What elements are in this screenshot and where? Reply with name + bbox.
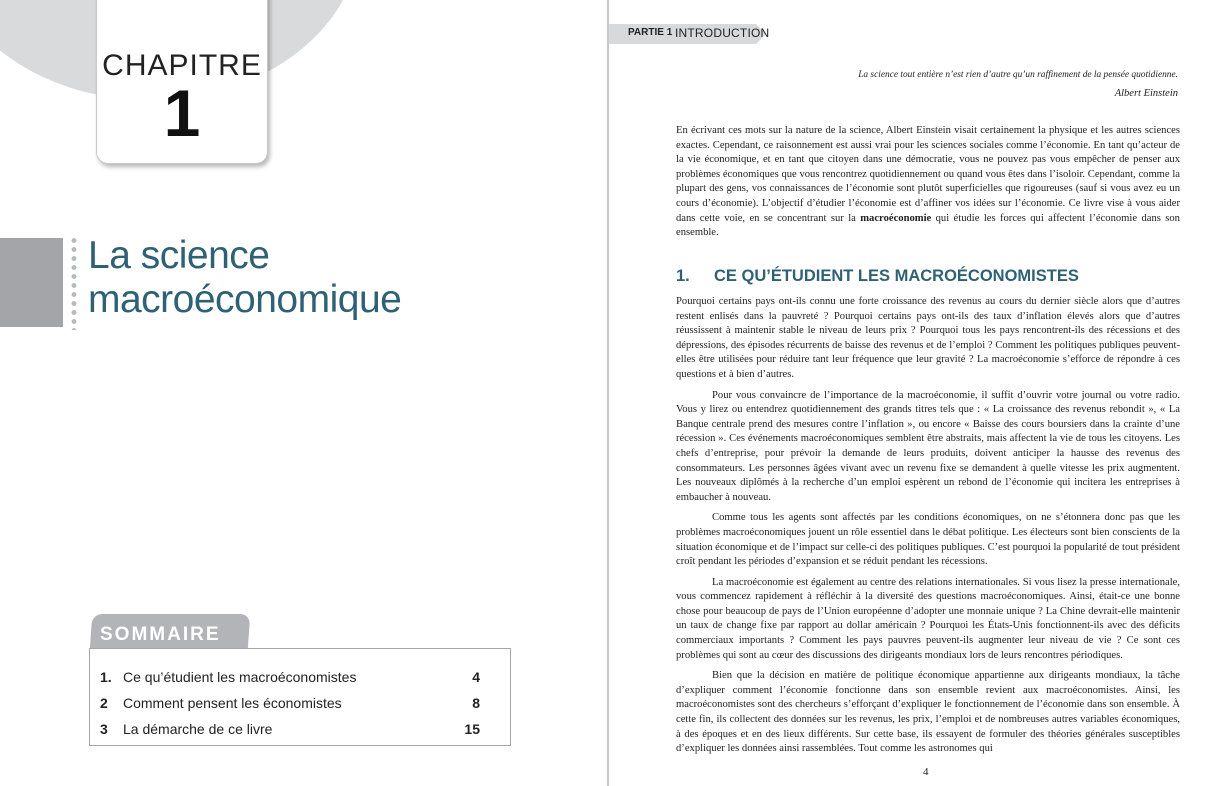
summary-item-number: 2 (100, 695, 108, 711)
epigraph-author: Albert Einstein (1114, 88, 1178, 99)
section-body (676, 295, 1180, 763)
body-paragraph: Bien que la décision en matière de politique économique appartienne aux dirigeants mondiaux, la tâche d’expliquer comment l’économie fonctionne dans son ensemble revient aux macroéconomistes. Ainsi, les macroéconomistes sont des chercheurs s’efforçant d’expliquer le fonctionnement de l’économie dans son ensemble. À cette fin, ils collectent des données sur les revenus, les prix, l’emploi et de nombreuses autres variables économiques, à des époques et en des lieux différents. Sur cette base, ils essayent de formuler des théories générales susceptibles d’expliquer les données ainsi rassemblées. Tout comme les astronomes qui (676, 670, 1180, 755)
running-header-section: INTRODUCTION (675, 26, 770, 40)
summary-item[interactable] (100, 669, 480, 689)
body-paragraph: Pour vous convaincre de l’importance de la macroéconomie, il suffit d’ouvrir votre journal ou votre radio. Vous y lirez ou entendrez quotidiennement des grands titres tels que : « La croissance des revenus rebondit », « La Banque centrale prend des mesures contre l’inflation », ou encore « Baisse des cours boursiers dans la crainte d’une récession ». Ces événements macroéconomiques semblent être abstraits, mais affectent la vie de tous les citoyens. Les chefs d’entreprise, pour prévoir la demande de leurs produits, doivent anticiper la hausse des revenus des consommateurs. Les personnes âgées vivant avec un revenu fixe se demandent à quelle vitesse les prix augmentent. Les nouveaux diplômés à la recherche d’un emploi espèrent un rebond de l’économie qui incitera les entreprises à embaucher à nouveau. (676, 389, 1180, 503)
title-accent-block (0, 238, 63, 327)
chapter-title-line: macroéconomique (88, 278, 402, 321)
body-paragraph: Comme tous les agents sont affectés par les conditions économiques, on ne s’étonnera donc pas que les problèmes macroéconomiques jouent un rôle essentiel dans le débat politique. Les électeurs sont bien conscients de la situation économique et de l’impact sur celle-ci des politiques publiques. C’est pourquoi la popularité de tout président croît pendant les périodes d’expansion et se réduit pendant les récessions. (676, 512, 1180, 568)
chapter-number: 1 (163, 76, 201, 150)
section-number: 1. (676, 267, 690, 285)
running-header-part: PARTIE 1 (628, 27, 673, 38)
chapter-tab (96, 0, 268, 164)
chapter-title (88, 234, 401, 322)
page-number: 4 (923, 766, 929, 778)
title-dots (70, 236, 78, 330)
epigraph-quote: La science tout entière n’est rien d’autre qu’un raffinement de la pensée quotidienne. (858, 70, 1178, 80)
intro-paragraph (676, 124, 1180, 247)
intro-text: En écrivant ces mots sur la nature de la science, Albert Einstein visait certainement la physique et les autres sciences exactes. Cependant, ce raisonnement est aussi vrai pour les sciences sociales comme l’économie. En tant qu’acteur de la vie économique, et en tant que citoyen dans une démocratie, vous ne pouvez pas vous empêcher de penser aux problèmes économiques que vous rencontrez quotidiennement ou quand vous êtes dans l’isoloir. Cependant, comme la plupart des gens, vos connaissances de l’économie sont plutôt superficielles que rigoureuses (sauf si vous avez eu un cours d’économie). L’objectif d’étudier l’économie est d’affiner vos idées sur l’économie. Ce livre vise à vous aider dans cette voie, en se concentrant sur la (676, 125, 1180, 224)
summary-item[interactable] (100, 695, 480, 715)
body-paragraph: La macroéconomie est également au centre des relations internationales. Si vous lisez la presse internationale, vous commencez rapidement à réfléchir à la diversité des questions macroéconomiques. Ainsi, était-ce une bonne chose pour beaucoup de pays de l’Union européenne d’adopter une monnaie unique ? La Chine devrait-elle maintenir un taux de change fixe par rapport au dollar américain ? Pourquoi les États-Unis fonctionnent-ils avec des déficits commerciaux importants ? Comment les pays pauvres peuvent-ils augmenter leur niveau de vie ? Ce sont ces problèmes qui sont au cœur des discussions des dirigeants mondiaux lors de leurs rencontres périodiques. (676, 576, 1180, 661)
summary-item-text: Ce qu’étudient les macroéconomistes (123, 669, 357, 685)
body-paragraph: Pourquoi certains pays ont-ils connu une forte croissance des revenus au cours du dernier siècle alors que d’autres restent enlisés dans la pauvreté ? Pourquoi certains pays ont-ils des taux d’inflation élevés alors que d’autres réussissent à maintenir stable le niveau de leurs prix ? Pourquoi tous les pays rencontrent-ils des récessions et des dépressions, des épisodes récurrents de baisse des revenus et de l’emploi ? Comment les politiques publiques peuvent-elles être utilisées pour réduire tant leur fréquence que leur gravité ? La macroéconomie s’efforce de répondre à ces questions et à bien d’autres. (676, 296, 1180, 380)
summary-item[interactable] (100, 721, 480, 741)
summary-item-text: Comment pensent les économistes (123, 695, 342, 711)
summary-box (89, 648, 511, 746)
chapter-label: CHAPITRE (102, 49, 262, 82)
summary-item-number: 3 (100, 721, 108, 737)
summary-heading: SOMMAIRE (100, 624, 221, 645)
intro-keyword: macroéconomie (860, 212, 932, 224)
summary-item-page: 8 (472, 695, 480, 711)
intro-text-end: qui étudie les forces qui affectent l’économie dans son ensemble. (676, 212, 1180, 239)
section-title: CE QU’ÉTUDIENT LES MACROÉCONOMISTES (714, 267, 1079, 285)
summary-item-number: 1. (100, 669, 112, 685)
section-heading (676, 267, 1079, 286)
chapter-title-line: La science (88, 234, 270, 277)
summary-item-page: 15 (464, 721, 480, 737)
summary-item-page: 4 (472, 669, 480, 685)
summary-item-text: La démarche de ce livre (123, 721, 273, 737)
right-page (609, 0, 1206, 786)
